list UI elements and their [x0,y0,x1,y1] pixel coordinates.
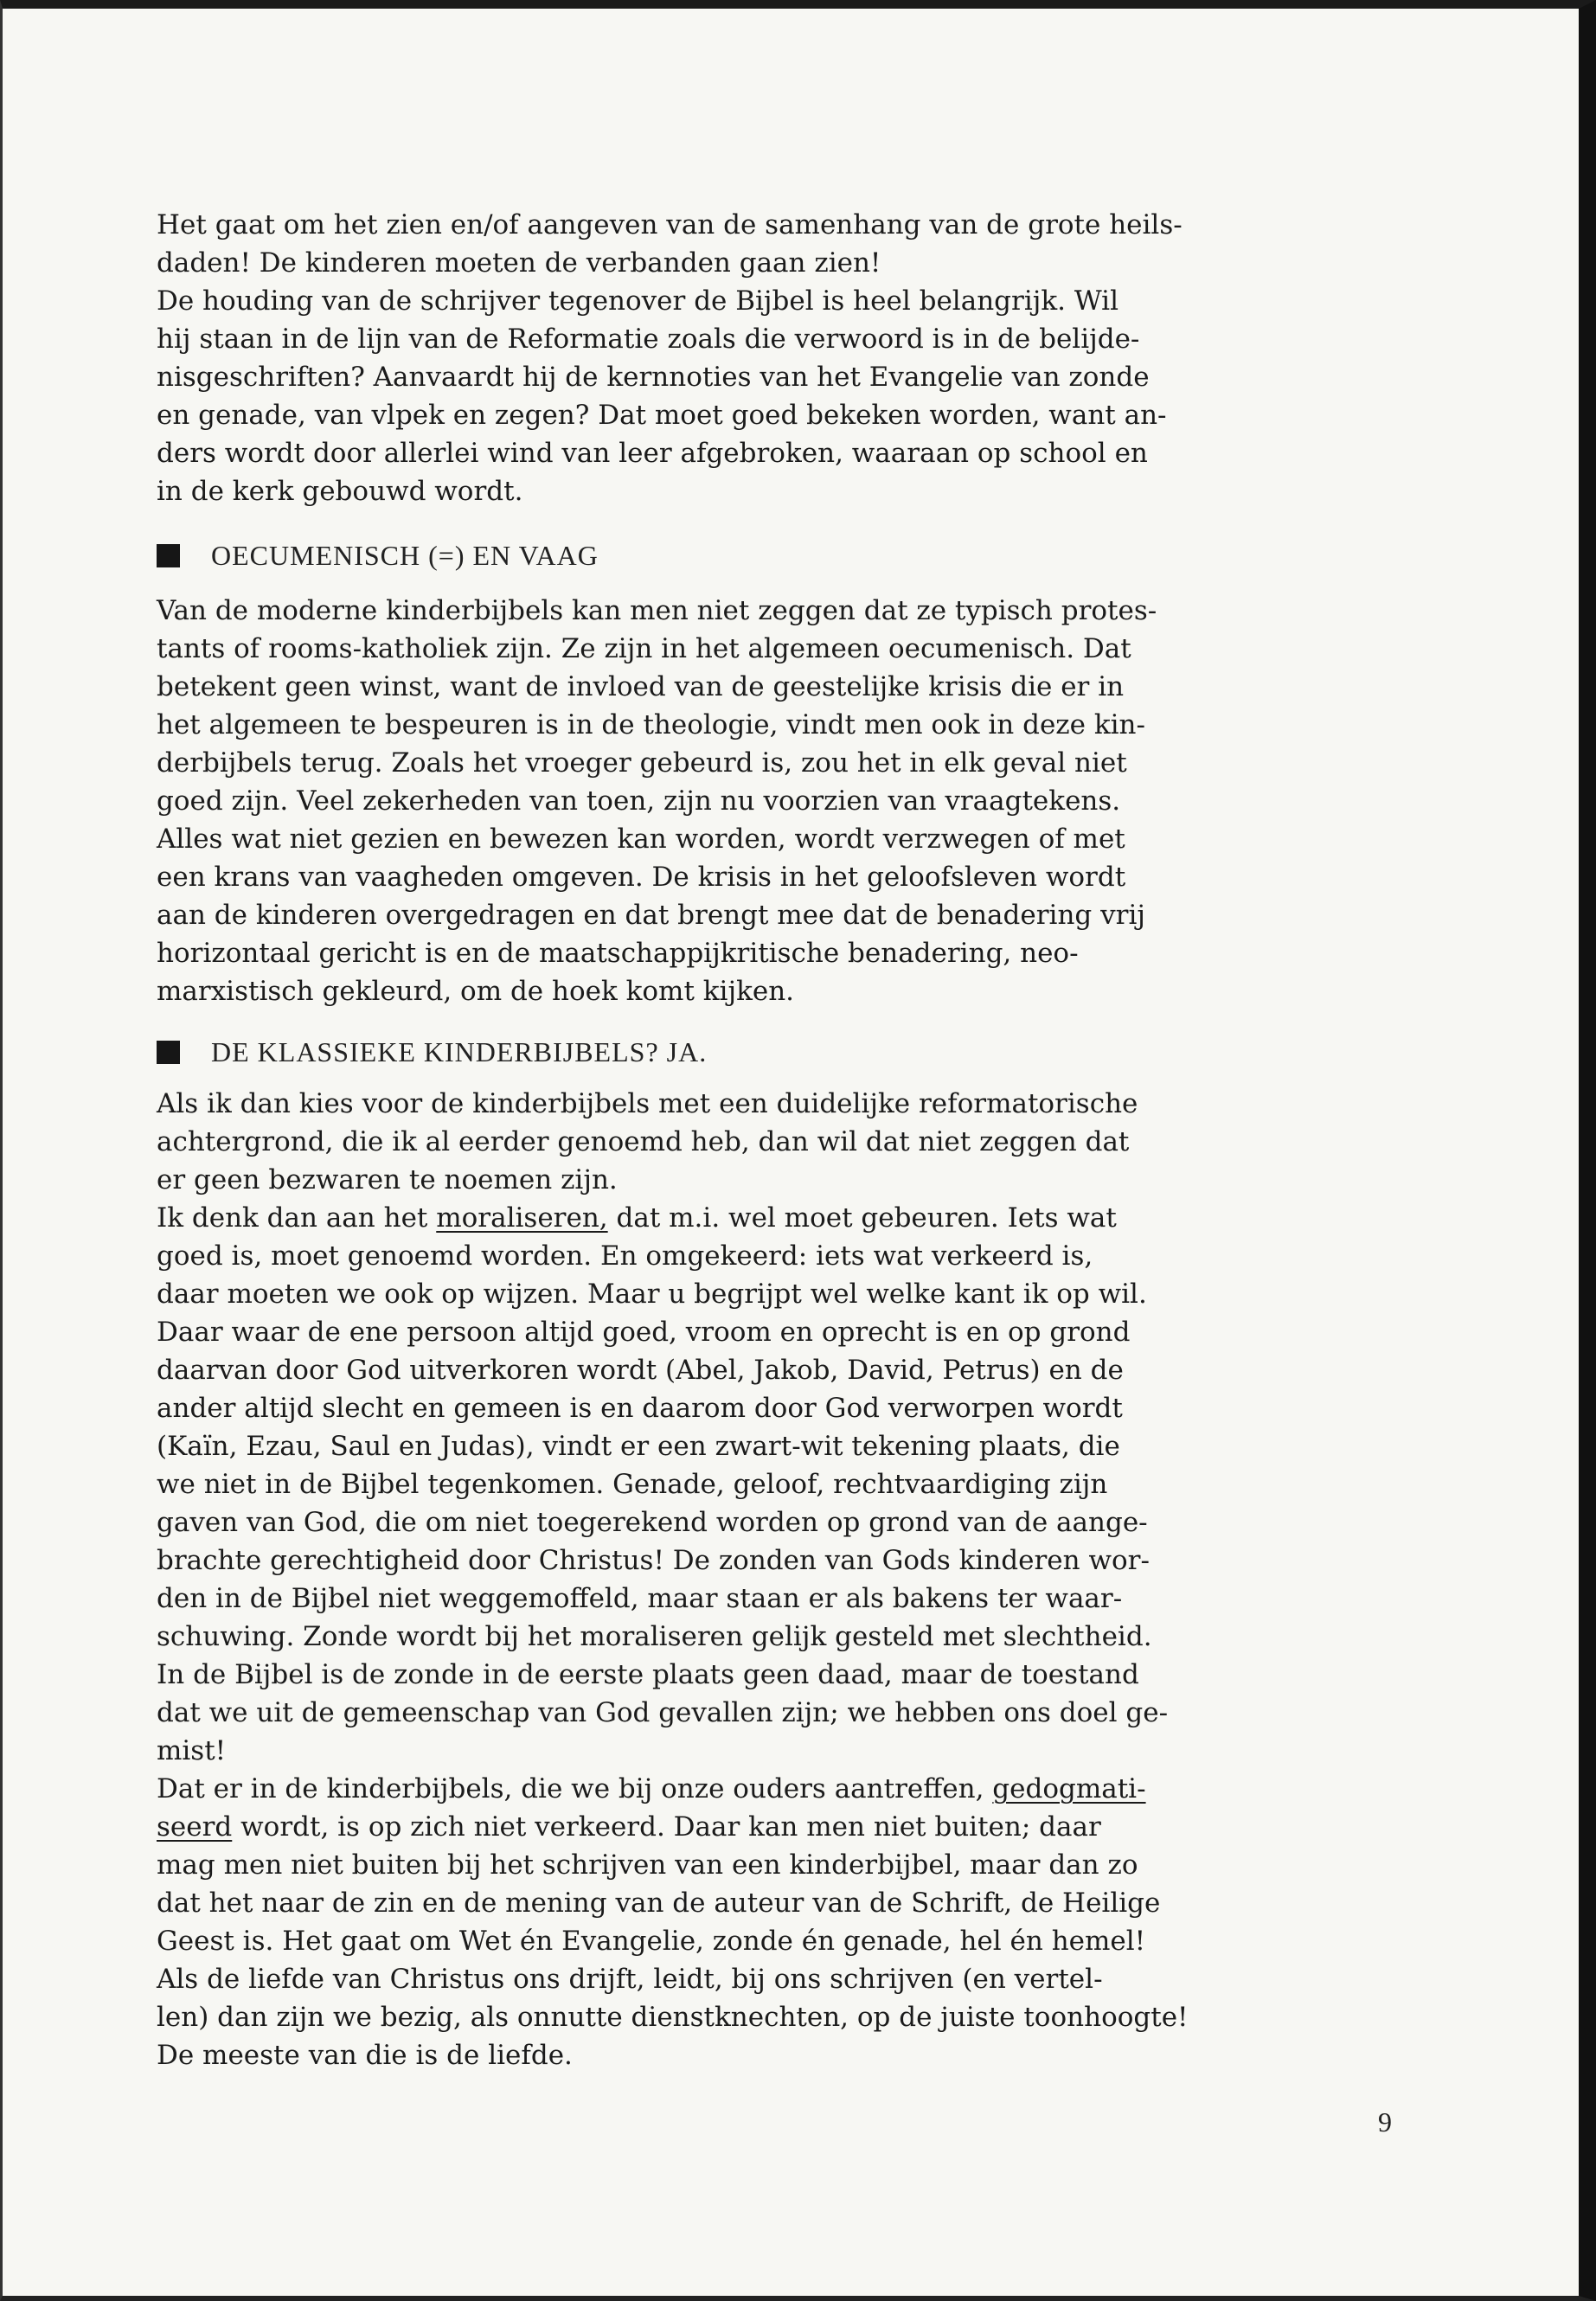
text-line: goed zijn. Veel zekerheden van toen, zijn nu voorzien van vraagtekens. [157,785,1121,817]
text-line: dat het naar de zin en de mening van de auteur van de Schrift, de Heilige [157,1888,1161,1919]
text-line: len) dan zijn we bezig, als onnutte dienstknechten, op de juiste toonhoogte! [157,2002,1189,2033]
text-line: daden! De kinderen moeten de verbanden gaan zien! [157,247,881,279]
text-line: marxistisch gekleurd, om de hoek komt kijken. [157,976,795,1007]
text-line: hij staan in de lijn van de Reformatie zoals die verwoord is in de belijde- [157,324,1140,355]
text-line: Als ik dan kies voor de kinderbijbels met een duidelijke reformatorische [157,1088,1138,1119]
text-line: ander altijd slecht en gemeen is en daarom door God verworpen wordt [157,1393,1123,1424]
section-heading-text: OECUMENISCH (=) EN VAAG [211,540,599,571]
text-line-gedogmatiseerd-1 [157,1770,1402,1808]
intro-paragraph [157,206,1402,510]
text-line: brachte gerechtigheid door Christus! De zonden van Gods kinderen wor- [157,1545,1150,1576]
text-line: den in de Bijbel niet weggemoffeld, maar staan er als bakens ter waar- [157,1583,1123,1614]
text-run: Ik denk dan aan het [157,1202,437,1234]
text-line: mag men niet buiten bij het schrijven van een kinderbijbel, maar dan zo [157,1849,1138,1881]
text-line: ders wordt door allerlei wind van leer afgebroken, waaraan op school en [157,438,1148,469]
text-line: Van de moderne kinderbijbels kan men niet zeggen dat ze typisch protes- [157,595,1157,626]
text-line: derbijbels terug. Zoals het vroeger gebeurd is, zou het in elk geval niet [157,747,1127,779]
text-line-moraliseren [157,1199,1402,1237]
section-klassieke-body [157,1085,1402,2074]
text-line: nisgeschriften? Aanvaardt hij de kernnoties van het Evangelie van zonde [157,362,1150,393]
text-line: gaven van God, die om niet toegerekend worden op grond van de aange- [157,1507,1148,1538]
text-line: daarvan door God uitverkoren wordt (Abel, Jakob, David, Petrus) en de [157,1355,1124,1386]
page-content [157,206,1402,2074]
text-run: wordt, is op zich niet verkeerd. Daar kan men niet buiten; daar [232,1811,1101,1843]
text-line: daar moeten we ook op wijzen. Maar u begrijpt wel welke kant ik op wil. [157,1279,1147,1310]
text-line: Alles wat niet gezien en bewezen kan worden, wordt verzwegen of met [157,824,1125,855]
text-run: dat m.i. wel moet gebeuren. Iets wat [607,1202,1117,1234]
text-line: in de kerk gebouwd wordt. [157,476,523,507]
text-line: mist! [157,1735,227,1766]
text-line: Daar waar de ene persoon altijd goed, vroom en oprecht is en op grond [157,1317,1131,1348]
text-line: horizontaal gericht is en de maatschappijkritische benadering, neo- [157,938,1079,969]
text-line: we niet in de Bijbel tegenkomen. Genade, geloof, rechtvaardiging zijn [157,1469,1108,1500]
underlined-term-moraliseren: moraliseren, [436,1202,608,1234]
underlined-term-gedogmatiseerd: gedogmati- [992,1773,1146,1804]
text-line: (Kaïn, Ezau, Saul en Judas), vindt er een zwart-wit tekening plaats, die [157,1431,1120,1462]
section-heading-oecumenisch [157,536,1402,574]
text-line: Geest is. Het gaat om Wet én Evangelie, zonde én genade, hel én hemel! [157,1926,1146,1957]
bullet-square-icon [157,544,180,567]
text-line: tants of rooms-katholiek zijn. Ze zijn in het algemeen oecumenisch. Dat [157,633,1131,664]
text-line: aan de kinderen overgedragen en dat brengt mee dat de benadering vrij [157,900,1145,931]
underlined-term-gedogmatiseerd: seerd [157,1811,233,1843]
section-heading-klassieke [157,1033,1402,1071]
text-line: goed is, moet genoemd worden. En omgekeerd: iets wat verkeerd is, [157,1240,1093,1272]
text-line-gedogmatiseerd-2 [157,1808,1402,1846]
text-line: schuwing. Zonde wordt bij het moraliseren gelijk gesteld met slechtheid. [157,1621,1152,1652]
text-line: dat we uit de gemeenschap van God gevallen zijn; we hebben ons doel ge- [157,1697,1169,1728]
text-line: een krans van vaagheden omgeven. De krisis in het geloofsleven wordt [157,862,1126,893]
page-number: 9 [1378,2106,1392,2138]
text-line: De houding van de schrijver tegenover de Bijbel is heel belangrijk. Wil [157,285,1118,317]
text-line: De meeste van die is de liefde. [157,2040,573,2071]
section-heading-text: DE KLASSIEKE KINDERBIJBELS? JA. [211,1036,708,1067]
section-oecumenisch-body [157,592,1402,1010]
text-line: er geen bezwaren te noemen zijn. [157,1164,618,1195]
text-run: Dat er in de kinderbijbels, die we bij onze ouders aantreffen, [157,1773,993,1804]
text-line: Als de liefde van Christus ons drijft, leidt, bij ons schrijven (en vertel- [157,1964,1103,1995]
bullet-square-icon [157,1041,180,1064]
text-line: betekent geen winst, want de invloed van de geestelijke krisis die er in [157,671,1125,702]
text-line: achtergrond, die ik al eerder genoemd heb, dan wil dat niet zeggen dat [157,1126,1130,1157]
text-line: het algemeen te bespeuren is in de theologie, vindt men ook in deze kin- [157,709,1145,740]
text-line: en genade, van vlpek en zegen? Dat moet goed bekeken worden, want an- [157,400,1167,431]
text-line: Het gaat om het zien en/of aangeven van de samenhang van de grote heils- [157,209,1183,240]
text-line: In de Bijbel is de zonde in de eerste plaats geen daad, maar de toestand [157,1659,1139,1690]
